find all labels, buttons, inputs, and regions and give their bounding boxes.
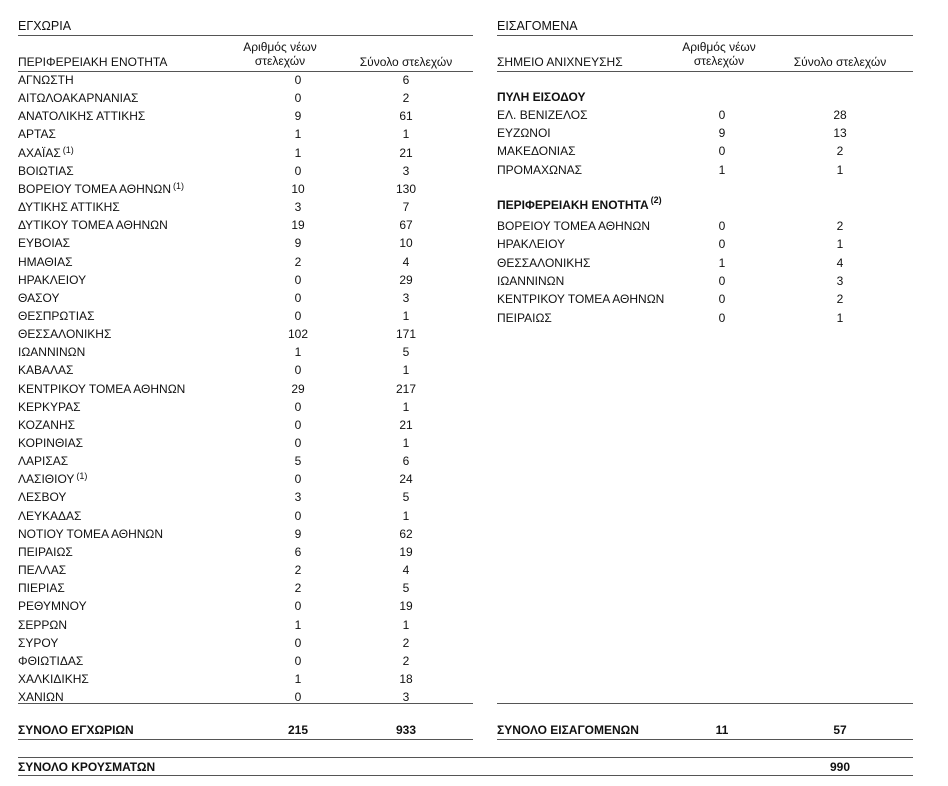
row-new-count: 1	[294, 145, 302, 160]
row-name-text: ΕΥΖΩΝΟΙ	[497, 126, 551, 141]
table-row	[18, 253, 473, 271]
row-total-count: 2	[836, 292, 844, 307]
table-row	[18, 198, 473, 216]
row-new-count: 0	[718, 310, 726, 325]
table-row	[18, 380, 473, 398]
domestic-total-total: 933	[395, 723, 417, 737]
table-row	[18, 525, 473, 543]
row-name	[18, 307, 94, 325]
row-name-text: ΑΓΝΩΣΤΗ	[18, 73, 74, 87]
table-row	[18, 488, 473, 506]
row-new-count: 9	[294, 526, 302, 541]
row-name	[18, 253, 73, 271]
row-total-count: 4	[402, 254, 410, 269]
imported-total-label: ΣΥΝΟΛΟ ΕΙΣΑΓΟΜΕΝΩΝ	[497, 723, 639, 737]
row-total-count: 171	[395, 327, 417, 342]
row-new-count: 0	[294, 163, 302, 178]
row-name	[18, 561, 66, 579]
divider	[18, 35, 473, 36]
row-name	[18, 670, 89, 688]
divider	[497, 703, 913, 704]
domestic-total-new: 215	[287, 723, 309, 737]
row-new-count: 1	[294, 345, 302, 360]
row-name-text: ΑΝΑΤΟΛΙΚΗΣ ΑΤΤΙΚΗΣ	[18, 109, 146, 124]
domestic-total-row	[18, 721, 473, 739]
row-total-count: 3	[836, 273, 844, 288]
row-name-text: ΦΘΙΩΤΙΔΑΣ	[18, 653, 84, 668]
row-name-text: ΣΥΡΟΥ	[18, 635, 59, 650]
row-name-text: ΕΥΒΟΙΑΣ	[18, 236, 71, 251]
row-name	[497, 142, 576, 160]
row-total-count: 61	[399, 109, 413, 124]
row-total-count: 62	[399, 526, 413, 541]
row-name-text: ΑΧΑΪΑΣ	[18, 145, 61, 160]
row-total-count: 217	[395, 381, 417, 396]
row-new-count: 0	[294, 653, 302, 668]
row-name	[18, 89, 138, 107]
row-name	[497, 290, 664, 308]
table-row	[497, 254, 913, 272]
row-new-count: 1	[294, 127, 302, 142]
imported-total-total: 57	[833, 723, 847, 737]
table-row	[18, 89, 473, 107]
row-name	[18, 634, 58, 652]
footnote-marker: (2)	[650, 195, 662, 205]
row-total-count: 6	[402, 73, 410, 87]
row-name	[497, 254, 590, 272]
imported-total-row	[497, 721, 913, 739]
table-row	[18, 452, 473, 470]
row-name	[18, 71, 74, 89]
row-new-count: 0	[294, 690, 302, 705]
row-name	[18, 434, 83, 452]
section-entry-point: ΠΥΛΗ ΕΙΣΟΔΟΥ	[497, 90, 586, 104]
row-name	[18, 616, 67, 634]
row-name	[497, 217, 650, 235]
row-total-count: 13	[833, 126, 847, 141]
row-total-count: 4	[402, 563, 410, 578]
table-row	[18, 579, 473, 597]
row-name	[18, 652, 83, 670]
row-name-text: ΚΟΖΑΝΗΣ	[18, 417, 76, 432]
row-name	[497, 309, 552, 327]
row-total-count: 7	[402, 200, 410, 215]
column-header-new: Αριθμός νέων στελεχών	[243, 40, 317, 68]
row-name-text: ΡΕΘΥΜΝΟΥ	[18, 599, 87, 614]
domestic-title: ΕΓΧΩΡΙΑ	[18, 19, 72, 33]
table-row	[18, 162, 473, 180]
row-name-text: ΘΕΣΣΑΛΟΝΙΚΗΣ	[497, 255, 591, 270]
row-name-text: ΚΕΝΤΡΙΚΟΥ ΤΟΜΕΑ ΑΘΗΝΩΝ	[18, 381, 186, 396]
row-total-count: 1	[402, 436, 410, 450]
row-total-count: 3	[402, 690, 410, 705]
table-row	[18, 234, 473, 252]
row-new-count: 9	[718, 126, 726, 141]
domestic-panel	[18, 0, 473, 745]
row-name-text: ΧΑΛΚΙΔΙΚΗΣ	[18, 671, 89, 686]
row-name	[497, 124, 551, 142]
row-total-count: 21	[399, 145, 413, 160]
row-new-count: 10	[291, 181, 305, 196]
row-new-count: 9	[294, 236, 302, 251]
row-new-count: 0	[294, 508, 302, 523]
column-header-point: ΣΗΜΕΙΟ ΑΝΙΧΝΕΥΣΗΣ	[497, 55, 623, 69]
row-name	[18, 488, 66, 506]
row-name-text: ΚΟΡΙΝΘΙΑΣ	[18, 436, 84, 450]
row-new-count: 0	[294, 436, 302, 450]
row-new-count: 0	[294, 399, 302, 414]
row-total-count: 21	[399, 417, 413, 432]
row-name	[497, 235, 565, 253]
row-name-text: ΑΙΤΩΛΟΑΚΑΡΝΑΝΙΑΣ	[18, 91, 139, 106]
imported-total-new: 11	[715, 723, 729, 737]
row-name-text: ΘΕΣΠΡΩΤΙΑΣ	[18, 308, 95, 323]
row-new-count: 0	[294, 308, 302, 323]
row-name	[18, 125, 56, 143]
table-row	[18, 434, 473, 452]
row-name-text: ΙΩΑΝΝΙΝΩΝ	[497, 273, 565, 288]
row-total-count: 5	[402, 581, 410, 596]
row-new-count: 29	[291, 381, 305, 396]
row-name-text: ΛΕΣΒΟΥ	[18, 490, 67, 505]
row-name-text: ΘΑΣΟΥ	[18, 290, 60, 305]
table-row	[18, 543, 473, 561]
row-name	[18, 107, 145, 125]
row-name	[18, 507, 81, 525]
row-name	[18, 398, 81, 416]
footnote-marker: (1)	[173, 180, 185, 191]
row-name	[18, 416, 75, 434]
row-total-count: 67	[399, 218, 413, 233]
row-name-text: ΠΕΛΛΑΣ	[18, 563, 67, 578]
row-name-text: ΜΑΚΕΔΟΝΙΑΣ	[497, 144, 576, 159]
row-name-text: ΠΕΙΡΑΙΩΣ	[497, 310, 552, 325]
row-name-text: ΛΕΥΚΑΔΑΣ	[18, 508, 82, 523]
row-name-text: ΠΡΟΜΑΧΩΝΑΣ	[497, 162, 583, 177]
row-new-count: 102	[287, 327, 309, 342]
row-total-count: 19	[399, 544, 413, 559]
row-new-count: 0	[294, 290, 302, 305]
table-row	[497, 309, 913, 327]
row-total-count: 2	[402, 91, 410, 106]
row-total-count: 4	[836, 255, 844, 270]
table-row	[18, 416, 473, 434]
row-name	[18, 271, 86, 289]
row-total-count: 1	[836, 237, 844, 252]
imported-title: ΕΙΣΑΓΟΜΕΝΑ	[497, 19, 578, 33]
footnote-marker: (1)	[62, 144, 74, 155]
row-new-count: 0	[718, 219, 726, 233]
row-name	[18, 597, 87, 615]
row-name-text: ΚΑΒΑΛΑΣ	[18, 363, 74, 378]
row-total-count: 24	[399, 472, 413, 487]
row-name-text: ΑΡΤΑΣ	[18, 127, 56, 142]
table-row	[497, 124, 913, 142]
row-name	[18, 525, 163, 543]
row-new-count: 3	[294, 490, 302, 505]
table-row	[497, 142, 913, 160]
row-new-count: 0	[718, 144, 726, 159]
row-name	[18, 343, 85, 361]
row-name-text: ΗΜΑΘΙΑΣ	[18, 254, 73, 269]
row-name-text: ΠΕΙΡΑΙΩΣ	[18, 544, 73, 559]
row-name	[497, 106, 588, 124]
row-name-text: ΧΑΝΙΩΝ	[18, 690, 64, 705]
table-row	[18, 616, 473, 634]
divider	[497, 739, 913, 740]
row-new-count: 0	[718, 108, 726, 122]
divider	[18, 739, 473, 740]
row-name-text: ΒΟΡΕΙΟΥ ΤΟΜΕΑ ΑΘΗΝΩΝ	[497, 219, 651, 233]
row-new-count: 3	[294, 200, 302, 215]
row-name-text: ΗΡΑΚΛΕΙΟΥ	[497, 237, 566, 252]
row-new-count: 5	[294, 454, 302, 469]
domestic-total-label: ΣΥΝΟΛΟ ΕΓΧΩΡΙΩΝ	[18, 723, 134, 737]
row-name	[497, 161, 582, 179]
table-row	[18, 561, 473, 579]
row-name	[18, 380, 185, 398]
table-row	[18, 325, 473, 343]
row-name	[18, 216, 168, 234]
grand-total-label: ΣΥΝΟΛΟ ΚΡΟΥΣΜΑΤΩΝ	[18, 760, 156, 774]
row-name-text: ΛΑΣΙΘΙΟΥ	[18, 472, 75, 487]
table-row	[18, 652, 473, 670]
row-new-count: 0	[294, 363, 302, 378]
row-name	[18, 289, 60, 307]
row-total-count: 5	[402, 490, 410, 505]
table-row	[497, 106, 913, 124]
footnote-marker: (1)	[76, 471, 88, 482]
table-row	[497, 161, 913, 179]
imported-panel	[497, 0, 913, 745]
table-row	[497, 217, 913, 235]
row-name-text: ΙΩΑΝΝΙΝΩΝ	[18, 345, 86, 360]
row-name	[18, 234, 70, 252]
row-new-count: 1	[294, 671, 302, 686]
table-row	[497, 235, 913, 253]
row-new-count: 0	[294, 635, 302, 650]
table-row	[18, 107, 473, 125]
row-total-count: 19	[399, 599, 413, 614]
row-name-text: ΛΑΡΙΣΑΣ	[18, 454, 69, 469]
row-name	[497, 272, 564, 290]
table-row	[18, 71, 473, 89]
row-name	[18, 470, 87, 488]
row-name-text: ΔΥΤΙΚΗΣ ΑΤΤΙΚΗΣ	[18, 200, 120, 215]
row-name	[18, 162, 74, 180]
row-total-count: 1	[836, 162, 844, 177]
column-header-region: ΠΕΡΙΦΕΡΕΙΑΚΗ ΕΝΟΤΗΤΑ	[18, 55, 168, 69]
divider	[497, 35, 913, 36]
row-new-count: 0	[718, 273, 726, 288]
row-total-count: 1	[402, 508, 410, 523]
row-total-count: 1	[836, 310, 844, 325]
row-name-text: ΚΕΡΚΥΡΑΣ	[18, 399, 81, 414]
row-new-count: 1	[718, 162, 726, 177]
table-row	[18, 507, 473, 525]
row-name-text: ΒΟΡΕΙΟΥ ΤΟΜΕΑ ΑΘΗΝΩΝ	[18, 181, 172, 196]
row-total-count: 2	[836, 219, 844, 233]
table-row	[18, 180, 473, 198]
table-row	[18, 634, 473, 652]
row-name	[18, 579, 65, 597]
row-name	[18, 198, 120, 216]
row-name-text: ΚΕΝΤΡΙΚΟΥ ΤΟΜΕΑ ΑΘΗΝΩΝ	[497, 292, 665, 307]
section-regional-unit	[497, 195, 662, 212]
row-new-count: 0	[718, 292, 726, 307]
section-regional-unit-label: ΠΕΡΙΦΕΡΕΙΑΚΗ ΕΝΟΤΗΤΑ	[497, 198, 649, 212]
table-row	[18, 289, 473, 307]
row-name-text: ΘΕΣΣΑΛΟΝΙΚΗΣ	[18, 327, 112, 342]
row-total-count: 6	[402, 454, 410, 469]
column-header-total: Σύνολο στελεχών	[359, 55, 453, 69]
table-row	[18, 271, 473, 289]
table-row	[18, 470, 473, 488]
row-name-text: ΣΕΡΡΩΝ	[18, 617, 68, 632]
row-new-count: 0	[294, 417, 302, 432]
row-total-count: 18	[399, 671, 413, 686]
row-new-count: 0	[294, 73, 302, 87]
row-name	[18, 180, 184, 198]
row-new-count: 2	[294, 581, 302, 596]
grand-total-row	[18, 758, 913, 776]
row-new-count: 1	[294, 617, 302, 632]
row-name-text: ΔΥΤΙΚΟΥ ΤΟΜΕΑ ΑΘΗΝΩΝ	[18, 218, 168, 233]
row-total-count: 3	[402, 290, 410, 305]
column-header-total: Σύνολο στελεχών	[793, 55, 887, 69]
table-row	[497, 290, 913, 308]
row-name	[18, 452, 68, 470]
row-total-count: 2	[402, 653, 410, 668]
table-row	[18, 343, 473, 361]
row-total-count: 1	[402, 617, 410, 632]
table-row	[18, 307, 473, 325]
table-row	[18, 361, 473, 379]
column-header-new: Αριθμός νέων στελεχών	[682, 40, 756, 68]
table-row	[18, 216, 473, 234]
row-total-count: 1	[402, 308, 410, 323]
row-new-count: 0	[294, 91, 302, 106]
divider	[18, 703, 473, 704]
table-row	[497, 272, 913, 290]
row-total-count: 28	[833, 108, 847, 122]
row-new-count: 9	[294, 109, 302, 124]
row-name-text: ΒΟΙΩΤΙΑΣ	[18, 163, 74, 178]
row-name-text: ΠΙΕΡΙΑΣ	[18, 581, 65, 596]
row-new-count: 1	[718, 255, 726, 270]
row-new-count: 19	[291, 218, 305, 233]
grand-total-value: 990	[829, 760, 851, 774]
row-total-count: 10	[399, 236, 413, 251]
row-total-count: 1	[402, 127, 410, 142]
table-row	[18, 398, 473, 416]
table-row	[18, 125, 473, 143]
table-row	[18, 670, 473, 688]
row-new-count: 0	[294, 599, 302, 614]
row-name-text: ΗΡΑΚΛΕΙΟΥ	[18, 272, 87, 287]
row-new-count: 0	[718, 237, 726, 252]
table-row	[18, 597, 473, 615]
row-total-count: 3	[402, 163, 410, 178]
row-new-count: 2	[294, 254, 302, 269]
row-name	[18, 543, 73, 561]
row-name	[18, 325, 111, 343]
divider	[497, 71, 913, 72]
row-total-count: 130	[395, 181, 417, 196]
table-row	[18, 144, 473, 162]
row-total-count: 5	[402, 345, 410, 360]
row-new-count: 6	[294, 544, 302, 559]
row-name	[18, 361, 73, 379]
row-total-count: 1	[402, 363, 410, 378]
row-new-count: 2	[294, 563, 302, 578]
row-name-text: ΕΛ. ΒΕΝΙΖΕΛΟΣ	[497, 108, 588, 122]
row-total-count: 1	[402, 399, 410, 414]
row-name	[18, 144, 74, 162]
row-total-count: 2	[402, 635, 410, 650]
row-name-text: ΝΟΤΙΟΥ ΤΟΜΕΑ ΑΘΗΝΩΝ	[18, 526, 164, 541]
row-total-count: 2	[836, 144, 844, 159]
row-total-count: 29	[399, 272, 413, 287]
row-new-count: 0	[294, 472, 302, 487]
divider	[18, 775, 913, 776]
row-new-count: 0	[294, 272, 302, 287]
